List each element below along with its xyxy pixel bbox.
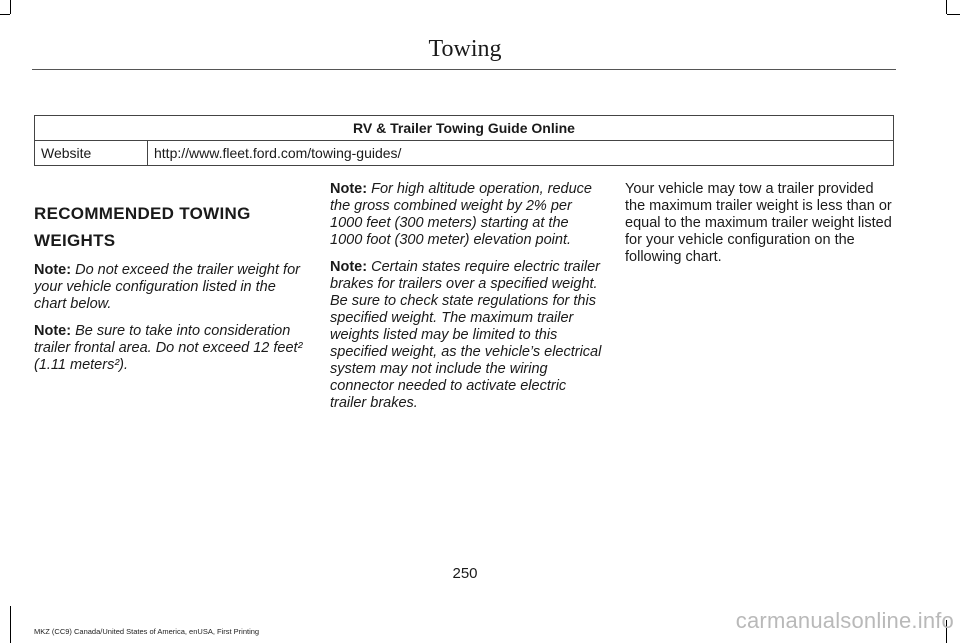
watermark: carmanualsonline.info bbox=[735, 608, 954, 633]
note-paragraph bbox=[34, 262, 306, 313]
column-middle bbox=[330, 181, 602, 422]
table-header-row bbox=[35, 116, 894, 141]
crop-mark-top-right-h bbox=[947, 14, 960, 15]
crop-mark-bottom-left-v bbox=[10, 606, 11, 643]
website-link[interactable]: http://www.fleet.ford.com/towing-guides/ bbox=[148, 141, 894, 166]
page-number: 250 bbox=[452, 565, 478, 582]
towing-guide-table bbox=[34, 115, 894, 166]
note-text: Be sure to take into consideration trailer frontal area. Do not exceed 12 feet² (1.11 meters²). bbox=[34, 323, 303, 373]
website-label: Website bbox=[35, 141, 148, 166]
heading-line-2: WEIGHTS bbox=[34, 231, 116, 250]
heading-line-1: RECOMMENDED TOWING bbox=[34, 204, 251, 223]
note-paragraph bbox=[34, 323, 306, 374]
table-row bbox=[35, 141, 894, 166]
note-label: Note: bbox=[34, 323, 72, 339]
header-divider bbox=[32, 69, 896, 70]
note-paragraph bbox=[330, 259, 602, 412]
crop-mark-top-left-v bbox=[10, 0, 11, 14]
section-heading bbox=[34, 200, 306, 254]
note-text: Do not exceed the trailer weight for your vehicle configuration listed in the chart below. bbox=[34, 262, 300, 312]
page-title: Towing bbox=[428, 36, 502, 62]
column-left bbox=[34, 200, 306, 384]
note-text: Certain states require electric trailer brakes for trailers over a specified weight. Be sure to check state regulations for this specified weight. The maximum trailer weights listed may be limited to this specified weight, as the vehicle’s electrical system may not include the wiring connector needed to activate electric trailer brakes. bbox=[330, 259, 602, 411]
note-paragraph bbox=[330, 181, 602, 249]
column-right bbox=[625, 181, 897, 276]
note-label: Note: bbox=[330, 259, 368, 275]
body-paragraph: Your vehicle may tow a trailer provided the maximum trailer weight is less than or equal to the maximum trailer weight listed for your vehicle configuration on the following chart. bbox=[625, 181, 892, 265]
footer-text: MKZ (CC9) Canada/United States of America, enUSA, First Printing bbox=[34, 627, 260, 636]
crop-mark-top-right-v bbox=[946, 0, 947, 14]
crop-mark-top-left-h bbox=[0, 14, 10, 15]
note-label: Note: bbox=[34, 262, 72, 278]
note-text: For high altitude operation, reduce the gross combined weight by 2% per 1000 feet (300 meters) starting at the 1000 foot (300 meter) elevation point. bbox=[330, 181, 592, 248]
table-caption: RV & Trailer Towing Guide Online bbox=[35, 116, 894, 141]
note-label: Note: bbox=[330, 181, 368, 197]
